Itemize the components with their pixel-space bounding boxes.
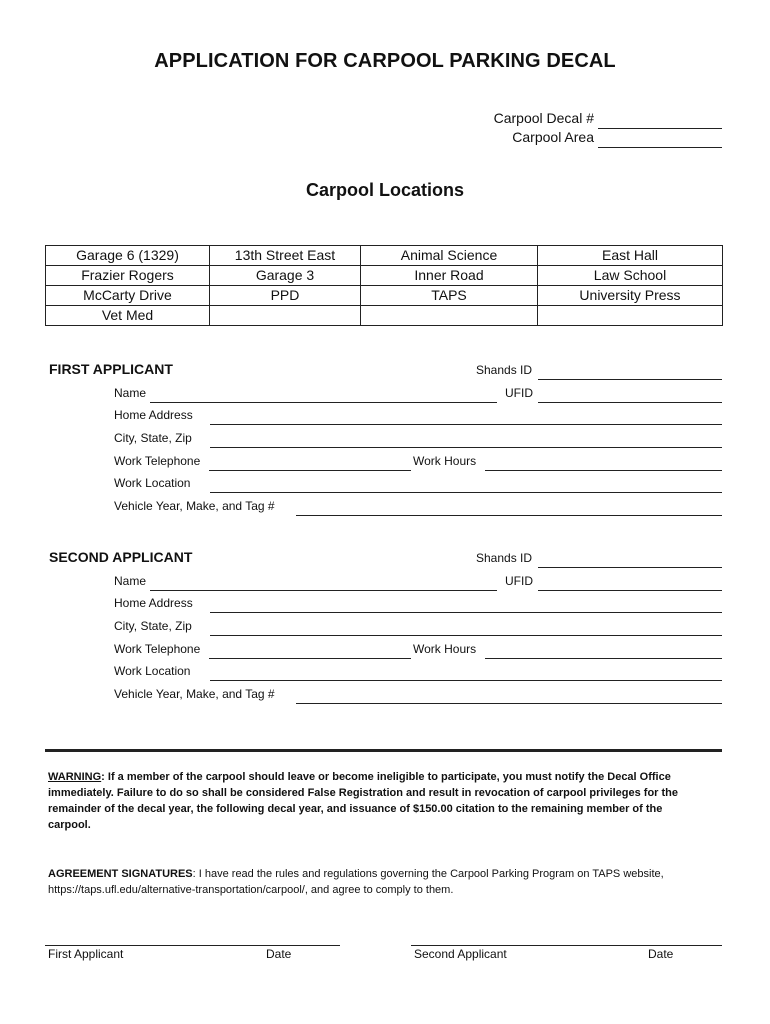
warning-paragraph	[48, 769, 708, 833]
first-home-address-label: Home Address	[114, 408, 193, 422]
agreement-label: AGREEMENT SIGNATURES	[48, 868, 193, 880]
table-row	[46, 286, 723, 306]
carpool-area-label: Carpool Area	[512, 129, 594, 145]
second-city-state-zip-field[interactable]	[210, 617, 722, 636]
second-work-telephone-label: Work Telephone	[114, 642, 201, 656]
first-vehicle-field[interactable]	[296, 497, 722, 516]
first-work-telephone-field[interactable]	[209, 452, 411, 471]
first-ufid-label: UFID	[505, 386, 533, 400]
first-applicant-heading: FIRST APPLICANT	[49, 361, 173, 377]
form-title: APPLICATION FOR CARPOOL PARKING DECAL	[154, 50, 616, 72]
first-city-state-zip-field[interactable]	[210, 429, 722, 448]
table-cell: East Hall	[538, 246, 723, 266]
table-row	[46, 246, 723, 266]
first-work-location-label: Work Location	[114, 476, 191, 490]
table-cell	[538, 306, 723, 326]
first-work-hours-label: Work Hours	[413, 454, 477, 468]
agreement-paragraph	[48, 866, 698, 898]
first-shands-id-field[interactable]	[538, 361, 722, 380]
table-cell: 13th Street East	[210, 246, 361, 266]
second-shands-id-field[interactable]	[538, 549, 722, 568]
warning-text: : If a member of the carpool should leave or become ineligible to participate, you must notify the Decal Office immediately. Failure to do so shall be considered False Registration and result in revocation of carpool privileges for the remainder of the decal year, the following decal year, and issuance of $150.00 citation to the remaining member of the carpool.	[48, 771, 678, 831]
table-cell: Garage 3	[210, 266, 361, 286]
first-shands-id-label: Shands ID	[476, 363, 533, 377]
first-vehicle-label: Vehicle Year, Make, and Tag #	[114, 499, 275, 513]
decal-number-field[interactable]	[598, 110, 722, 129]
first-work-location-field[interactable]	[210, 474, 722, 493]
table-cell: Frazier Rogers	[46, 266, 210, 286]
decal-number-label: Carpool Decal #	[493, 110, 594, 126]
second-home-address-label: Home Address	[114, 596, 193, 610]
second-signature-line[interactable]	[411, 945, 722, 946]
first-home-address-field[interactable]	[210, 406, 722, 425]
first-applicant-signature-label: First Applicant	[48, 947, 124, 961]
table-cell: Inner Road	[361, 266, 538, 286]
second-date-label: Date	[648, 947, 674, 961]
locations-title: Carpool Locations	[305, 180, 464, 200]
first-work-telephone-label: Work Telephone	[114, 454, 201, 468]
first-name-label: Name	[114, 386, 147, 400]
first-city-state-zip-label: City, State, Zip	[114, 431, 192, 445]
second-shands-id-label: Shands ID	[476, 551, 533, 565]
first-ufid-field[interactable]	[538, 384, 722, 403]
second-work-location-field[interactable]	[210, 662, 722, 681]
warning-label: WARNING	[48, 771, 102, 783]
table-cell	[210, 306, 361, 326]
table-cell	[361, 306, 538, 326]
second-vehicle-label: Vehicle Year, Make, and Tag #	[114, 687, 275, 701]
second-applicant-heading: SECOND APPLICANT	[49, 549, 193, 565]
second-vehicle-field[interactable]	[296, 685, 722, 704]
second-name-field[interactable]	[150, 572, 497, 591]
table-cell: University Press	[538, 286, 723, 306]
section-divider	[45, 749, 722, 752]
locations-table	[45, 245, 723, 326]
first-signature-line[interactable]	[45, 945, 340, 946]
second-work-hours-field[interactable]	[485, 640, 722, 659]
table-cell: PPD	[210, 286, 361, 306]
second-city-state-zip-label: City, State, Zip	[114, 619, 192, 633]
table-cell: Vet Med	[46, 306, 210, 326]
second-ufid-field[interactable]	[538, 572, 722, 591]
table-cell: Animal Science	[361, 246, 538, 266]
first-date-label: Date	[266, 947, 292, 961]
first-name-field[interactable]	[150, 384, 497, 403]
second-work-telephone-field[interactable]	[209, 640, 411, 659]
first-work-hours-field[interactable]	[485, 452, 722, 471]
table-cell: Law School	[538, 266, 723, 286]
carpool-area-field[interactable]	[598, 129, 722, 148]
second-home-address-field[interactable]	[210, 594, 722, 613]
table-cell: McCarty Drive	[46, 286, 210, 306]
table-row	[46, 266, 723, 286]
second-work-location-label: Work Location	[114, 664, 191, 678]
table-row	[46, 306, 723, 326]
table-cell: Garage 6 (1329)	[46, 246, 210, 266]
table-cell: TAPS	[361, 286, 538, 306]
second-name-label: Name	[114, 574, 147, 588]
agreement-text: : I have read the rules and regulations governing the Carpool Parking Program on TAPS website, https://taps.ufl.edu/alternative-transportation/carpool/, and agree to comply to them.	[48, 868, 664, 896]
second-ufid-label: UFID	[505, 574, 533, 588]
second-applicant-signature-label: Second Applicant	[414, 947, 507, 961]
second-work-hours-label: Work Hours	[413, 642, 477, 656]
